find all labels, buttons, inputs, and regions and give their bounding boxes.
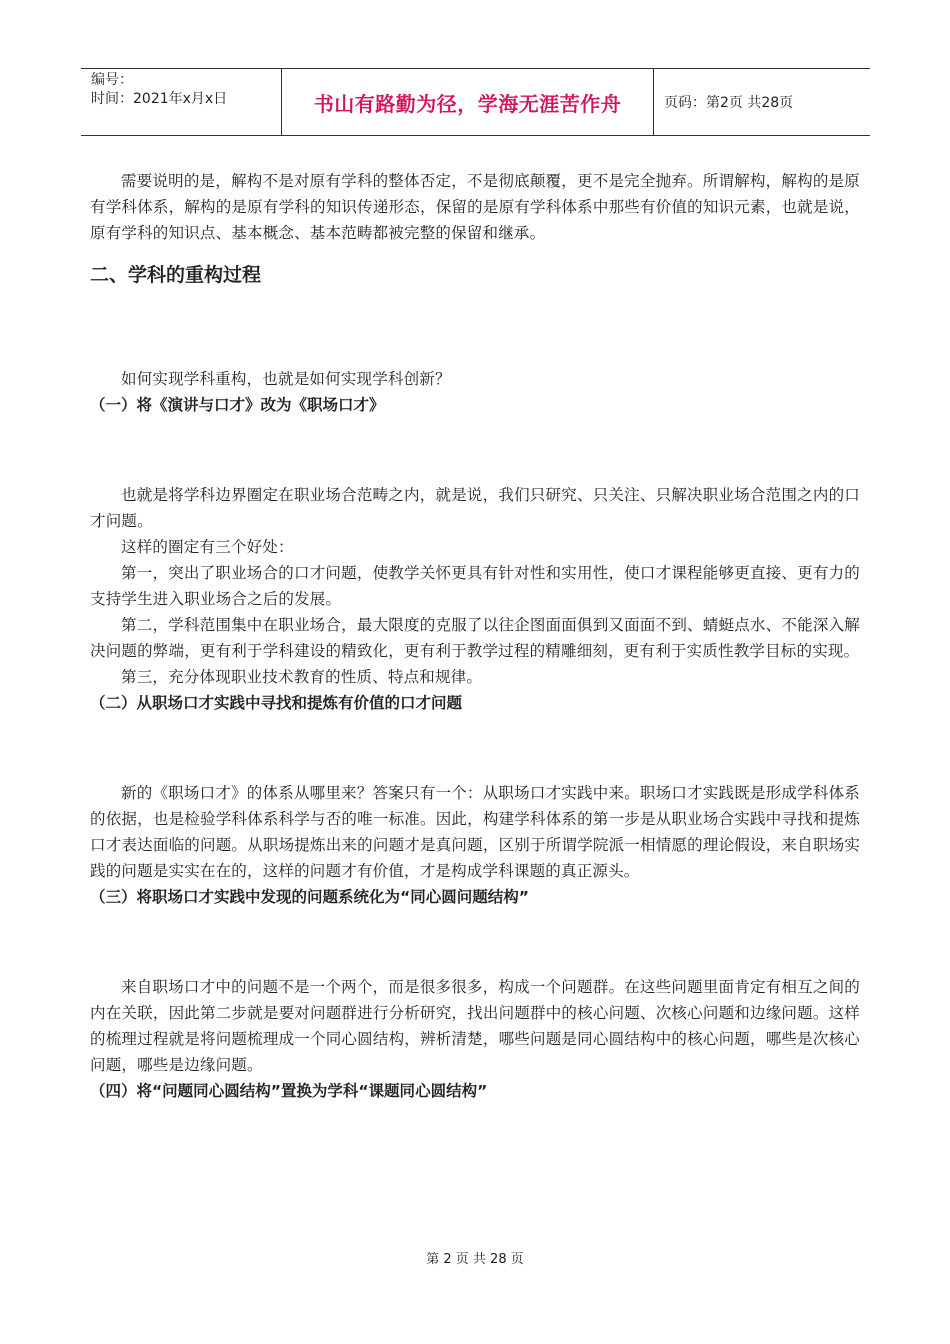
- section-heading-reconstruction: 二、学科的重构过程: [90, 264, 262, 286]
- paragraph-practice-source: 新的《职场口才》的体系从哪里来？答案只有一个：从职场口才实践中来。职场口才实践既是形成学科体系的依据，也是检验学科体系科学与否的唯一标准。因此，构建学科体系的第一步是从职业场合实践中寻找和提炼口才表达面临的问题。从职场提炼出来的问题才是真问题，区别于所谓学院派一相情愿的理论假设，来自职场实践的问题是实实在在的，这样的问题才有价值，才是构成学科课题的真正源头。: [90, 784, 860, 880]
- paragraph-benefit-3: 第三，充分体现职业技术教育的性质、特点和规律。: [121, 668, 483, 686]
- paragraph-scope: 也就是将学科边界圈定在职业场合范畴之内，就是说，我们只研究、只关注、只解决职业场合范围之内的口才问题。: [90, 486, 860, 530]
- paragraph-benefit-1: 第一，突出了职业场合的口才问题，使教学关怀更具有针对性和实用性，使口才课程能够更直接、更有力的支持学生进入职业场合之后的发展。: [90, 564, 860, 608]
- subheading-3: （三）将职场口才实践中发现的问题系统化为“同心圆问题结构”: [90, 888, 529, 906]
- subheading-2: （二）从职场口才实践中寻找和提炼有价值的口才问题: [90, 694, 463, 712]
- serial-number-label: 编号：: [91, 72, 133, 88]
- page-header: [81, 68, 870, 136]
- paragraph-benefit-2: 第二，学科范围集中在职业场合，最大限度的克服了以往企图面面俱到又面面不到、蜻蜓点水、不能深入解决问题的弊端，更有利于学科建设的精致化，更有利于教学过程的精雕细刻，更有利于实质性教学目标的实现。: [90, 616, 860, 660]
- header-meta: [81, 69, 282, 135]
- subheading-4: （四）将“问题同心圆结构”置换为学科“课题同心圆结构”: [90, 1082, 488, 1100]
- header-page-number: 页码：第2页 共28页: [664, 95, 794, 111]
- paragraph-how-to-reconstruct: 如何实现学科重构，也就是如何实现学科创新？: [121, 370, 451, 388]
- header-motto: 书山有路勤为径，学海无涯苦作舟: [282, 69, 654, 135]
- document-body: [90, 168, 860, 1104]
- paragraph-problem-group: 来自职场口才中的问题不是一个两个，而是很多很多，构成一个问题群。在这些问题里面肯定有相互之间的内在关联，因此第二步就是要对问题群进行分析研究，找出问题群中的核心问题、次核心问题和边缘问题。这样的梳理过程就是将问题梳理成一个同心圆结构，辨析清楚，哪些问题是同心圆结构中的核心问题，哪些是次核心问题，哪些是边缘问题。: [90, 978, 860, 1074]
- subheading-1: （一）将《演讲与口才》改为《职场口才》: [90, 396, 385, 414]
- paragraph-deconstruction-note: 需要说明的是，解构不是对原有学科的整体否定，不是彻底颠覆，更不是完全抛弃。所谓解构，解构的是原有学科体系，解构的是原有学科的知识传递形态，保留的是原有学科体系中那些有价值的知识元素，也就是说，原有学科的知识点、基本概念、基本范畴都被完整的保留和继承。: [90, 172, 860, 242]
- paragraph-three-benefits: 这样的圈定有三个好处：: [121, 538, 294, 556]
- page-footer: 第 2 页 共 28 页: [426, 1252, 524, 1267]
- date-label: 时间：2021年x月x日: [91, 91, 228, 107]
